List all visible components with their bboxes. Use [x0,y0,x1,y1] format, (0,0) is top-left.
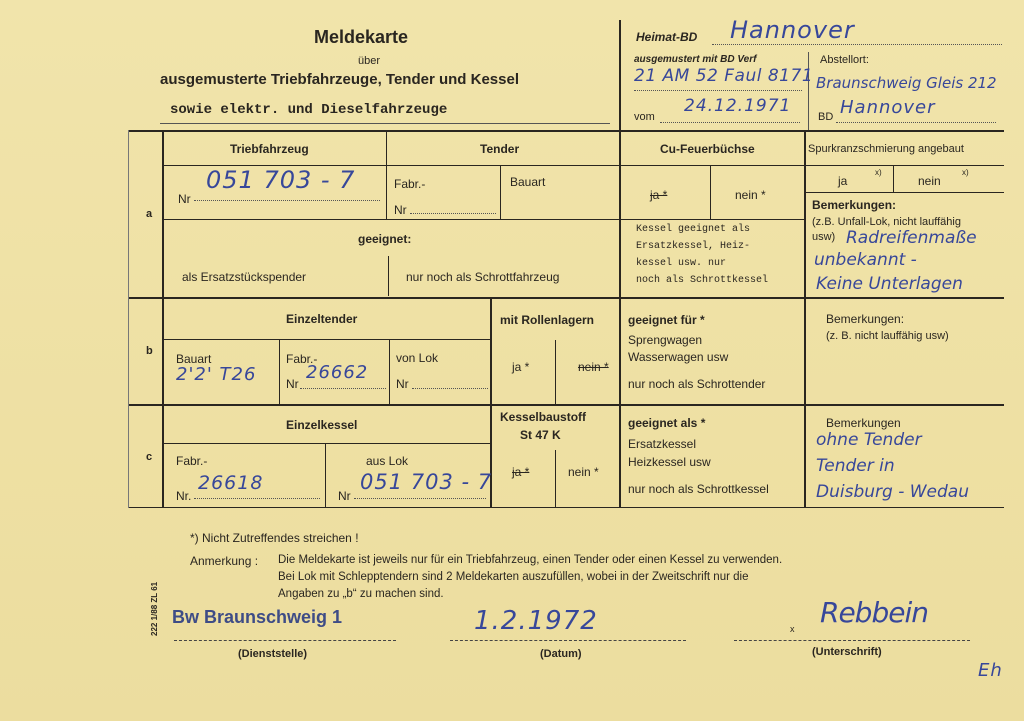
fabr-label: Fabr.- [394,177,426,191]
vom-value: 24.12.1971 [684,96,792,116]
bemerkungen-a-hand2: unbekannt - [814,250,917,270]
field-line [354,498,486,499]
bd-value: Hannover [840,97,936,118]
auslok-label: aus Lok [366,454,409,468]
signature-mark: x [790,624,795,634]
bemerkungen-c-hand3: Duisburg - Wedau [816,482,969,502]
col-triebfahrzeug: Triebfahrzeug [230,142,309,156]
bauart-b-label: Bauart [176,352,212,366]
cu-nein: nein * [735,188,766,202]
side-code: 222 1/88 ZL 61 [150,581,159,636]
bauart-label: Bauart [510,175,546,189]
row-letter-c: c [146,451,153,463]
triebfahrzeug-nr: 051 703 - 7 [206,166,356,194]
fabr-nr-label: Nr [394,203,407,217]
heimat-value: Hannover [730,16,855,44]
kesselbaustoff-1: Kesselbaustoff [500,410,587,424]
dienststelle-caption: (Dienststelle) [238,648,308,660]
abstellort-value: Braunschweig Gleis 212 [816,74,997,92]
datum-line [450,640,686,641]
nr-b-value: 26662 [306,362,369,383]
unterschrift-line [734,640,970,641]
nr-b-label: Nr [286,377,299,391]
anmerkung-line3: Angaben zu „b“ zu machen sind. [278,588,444,600]
kessel-ja: ja * [512,465,530,479]
dienststelle-stamp: Bw Braunschweig 1 [172,607,343,627]
row-letter-b: b [146,345,153,357]
field-line [412,388,488,389]
col-rollenlagern: mit Rollenlagern [500,313,595,327]
bemerkungen-a-hint1: (z.B. Unfall-Lok, nicht lauffähig [812,216,961,228]
field-line [712,44,1002,45]
rule [162,219,620,220]
field-line [410,213,496,214]
vonlok-label: von Lok [396,351,439,365]
spur-nein-mark: x) [962,168,969,177]
bemerkungen-a-label: Bemerkungen: [812,198,897,212]
rule [162,339,490,340]
rollen-nein: nein * [578,360,609,374]
bauart-b-value: 2'2' T26 [176,364,257,385]
underline [160,123,610,124]
dienststelle-line [174,640,396,641]
datum-value: 1.2.1972 [474,606,598,636]
kessel-nein: nein * [568,465,599,479]
field-line [634,90,802,91]
rule [128,404,1004,406]
abstellort-label: Abstellort: [820,54,869,66]
heimat-label: Heimat-BD [636,30,698,44]
nr-c-value: 26618 [198,472,264,494]
auslok-nr-label: Nr [338,489,351,503]
rule [389,340,390,404]
anmerkung-line1: Die Meldekarte ist jeweils nur für ein Triebfahrzeug, einen Tender oder einen Kessel zu verwenden. [278,554,783,566]
rule [128,130,1004,132]
heizkessel: Heizkessel usw [628,455,711,469]
spur-ja-mark: x) [875,168,882,177]
schrottfahrzeug: nur noch als Schrottfahrzeug [406,270,560,284]
field-line [660,122,800,123]
field-line [300,388,386,389]
rule [620,219,804,220]
bemerkungen-b-hint: (z. B. nicht lauffähig usw) [826,330,949,342]
vonlok-nr-label: Nr [396,377,409,391]
initials: Eh [978,660,1003,681]
bemerkungen-a-hand3: Keine Unterlagen [816,274,963,294]
kesselbaustoff-2: St 47 K [520,428,561,442]
nr-label: Nr [178,192,191,206]
kessel-text-4: noch als Schrottkessel [636,275,769,286]
kessel-text-3: kessel usw. nur [636,258,727,269]
rule [555,450,556,508]
fabr-c-label: Fabr.- [176,454,208,468]
row-letter-a: a [146,208,153,220]
rule [500,166,501,220]
footnote: *) Nicht Zutreffendes streichen ! [190,531,359,545]
card-subtitle-ueber: über [358,55,381,67]
ausgemustert-value: 21 AM 52 Faul 8171 [634,66,814,86]
anmerkung-label: Anmerkung : [190,554,259,568]
rule [325,444,326,508]
bemerkungen-c-label: Bemerkungen [826,416,901,430]
field-line [194,200,380,201]
schrottkessel: nur noch als Schrottkessel [628,482,769,496]
rule [619,130,621,508]
rule [555,340,556,404]
col-spurkranz: Spurkranzschmierung angebaut [808,143,964,155]
rule [128,297,1004,299]
schrottender: nur noch als Schrottender [628,377,766,391]
rollen-ja: ja * [512,360,530,374]
geeignet-label: geeignet: [358,232,412,246]
fabr-b-label: Fabr.- [286,352,318,366]
col-einzelkessel: Einzelkessel [286,418,358,432]
rule [386,130,387,220]
ausgemustert-label: ausgemustert mit BD Verf [634,54,757,65]
rule [162,130,164,508]
vom-label: vom [634,111,655,123]
field-line [836,122,996,123]
rule [388,256,389,296]
field-line [194,498,320,499]
spur-ja: ja [838,174,848,188]
rule [619,20,621,130]
anmerkung-line2: Bei Lok mit Schlepptendern sind 2 Meldekarten auszufüllen, wobei in der Zweitschrift nur die [278,571,749,583]
rule [804,130,806,508]
nr-c-label: Nr. [176,489,192,503]
rule [128,130,129,508]
bemerkungen-b-label: Bemerkungen: [826,312,905,326]
card-subtitle-elektr: sowie elektr. und Dieselfahrzeuge [170,102,448,118]
auslok-value: 051 703 - 7 [360,470,493,494]
bemerkungen-c-hand1: ohne Tender [816,430,922,450]
rule [128,507,1004,508]
rule [710,166,711,220]
sprengwagen: Sprengwagen [628,333,703,347]
datum-caption: (Datum) [540,648,582,660]
bd-label: BD [818,111,834,123]
rule [808,52,809,130]
bemerkungen-a-hint2: usw) [812,231,836,243]
kessel-text-1: Kessel geeignet als [636,224,751,235]
rule [804,192,1004,193]
geeignet-fuer: geeignet für * [628,313,705,327]
cu-ja: ja * [650,188,668,202]
rule [893,166,894,193]
unterschrift-caption: (Unterschrift) [812,646,882,658]
bemerkungen-c-hand2: Tender in [816,456,895,476]
signature: Rebbein [820,596,928,629]
wasserwagen: Wasserwagen usw [628,350,729,364]
ersatzkessel: Ersatzkessel [628,437,697,451]
col-einzeltender: Einzeltender [286,312,358,326]
ersatzstueck: als Ersatzstückspender [182,270,307,284]
rule [162,443,490,444]
card-subtitle-main: ausgemusterte Triebfahrzeuge, Tender und Kessel [160,71,519,88]
col-tender: Tender [480,142,520,156]
rule [279,340,280,404]
kessel-text-2: Ersatzkessel, Heiz- [636,241,751,252]
col-cu: Cu-Feuerbüchse [660,142,755,156]
card-title: Meldekarte [314,27,409,47]
geeignet-als: geeignet als * [628,416,706,430]
bemerkungen-a-hand1: Radreifenmaße [846,228,977,248]
spur-nein: nein [918,174,941,188]
